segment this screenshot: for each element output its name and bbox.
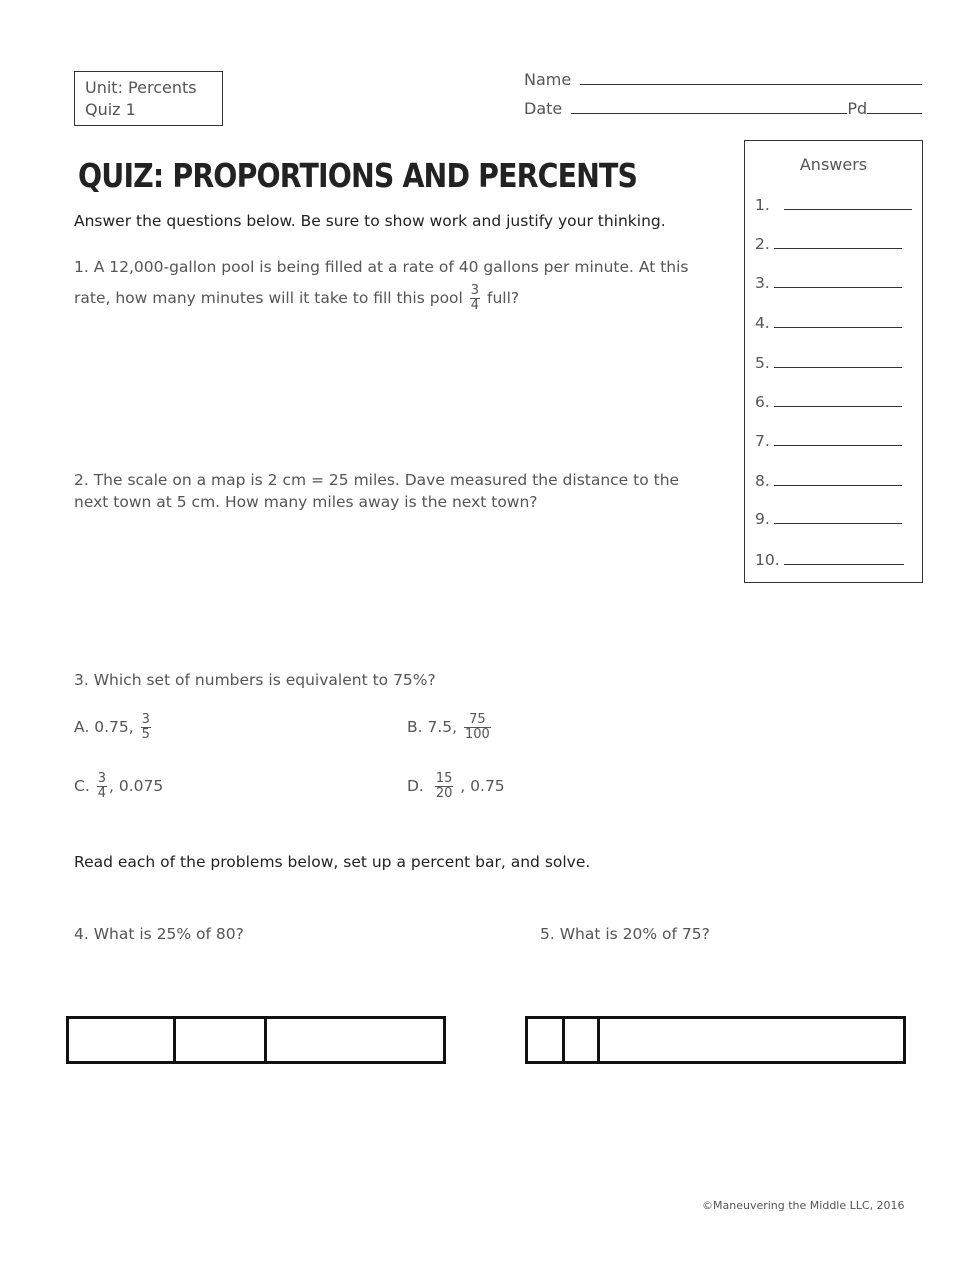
name-field[interactable] (580, 70, 922, 85)
choice-c[interactable]: C. $\frac{3}{4}$ , 0.075 (74, 771, 164, 801)
choice-b[interactable]: B. 7.5, $\frac{75}{100}$ (407, 712, 490, 742)
answer-field-9[interactable] (774, 511, 902, 524)
percent-bar-segment[interactable] (267, 1019, 443, 1061)
percent-bar-question-5[interactable] (525, 1016, 906, 1064)
date-label: Date (524, 99, 563, 118)
percent-bar-segment[interactable] (69, 1019, 176, 1061)
question-1-line-1: 1. A 12,000-gallon pool is being filled at a rate of 40 gallons per minute. At this (74, 258, 689, 276)
answer-row-10: 10. (755, 551, 904, 569)
answer-row-9: 9. (755, 510, 902, 528)
answer-row-8: 8. (755, 472, 902, 490)
choice-a[interactable]: A. 0.75, $\frac{3}{5}$ (74, 712, 150, 742)
question-1 (74, 256, 688, 313)
copyright-footer: ©Maneuvering the Middle LLC, 2016 (702, 1199, 905, 1212)
fraction-c: $\frac{3}{4}$ (97, 771, 106, 801)
answer-row-7: 7. (755, 432, 902, 450)
question-4-prompt: 4. What is 25% of 80? (74, 925, 244, 943)
date-field[interactable] (571, 99, 847, 114)
answer-field-5[interactable] (774, 355, 902, 368)
percent-bar-segment[interactable] (528, 1019, 565, 1061)
page-title: QUIZ: PROPORTIONS AND PERCENTS (78, 156, 638, 195)
percent-bar-segment[interactable] (565, 1019, 600, 1061)
answer-row-4: 4. (755, 314, 902, 332)
answer-field-1[interactable] (784, 197, 912, 210)
choice-d[interactable]: D. $\frac{15}{20}$ , 0.75 (407, 771, 505, 801)
name-line (524, 70, 922, 89)
answer-field-4[interactable] (774, 315, 902, 328)
quiz-label: Quiz 1 (85, 100, 136, 119)
percent-bar-segment[interactable] (176, 1019, 267, 1061)
answer-field-2[interactable] (774, 236, 902, 249)
pd-label: Pd (847, 99, 868, 118)
pd-field[interactable] (867, 99, 922, 114)
percent-bar-question-4[interactable] (66, 1016, 446, 1064)
fraction-three-quarters: $\frac{3}{4}$ (470, 283, 480, 313)
answer-field-3[interactable] (774, 275, 902, 288)
question-3-prompt: 3. Which set of numbers is equivalent to 75%? (74, 671, 436, 689)
answer-field-7[interactable] (774, 433, 902, 446)
question-1-line-2: rate, how many minutes will it take to fill this pool $\frac{3}{4}$ full? (74, 283, 520, 313)
date-line (524, 99, 922, 118)
answer-field-10[interactable] (784, 552, 904, 565)
answer-row-6: 6. (755, 393, 902, 411)
percent-bar-segment[interactable] (600, 1019, 903, 1061)
answer-field-6[interactable] (774, 394, 902, 407)
unit-box (74, 71, 223, 126)
answer-row-1: 1. (755, 196, 912, 214)
fraction-a: $\frac{3}{5}$ (141, 712, 150, 742)
answers-title: Answers (799, 155, 868, 174)
answer-row-3: 3. (755, 274, 902, 292)
section-2-instructions: Read each of the problems below, set up a percent bar, and solve. (74, 853, 591, 871)
fraction-b: $\frac{75}{100}$ (465, 712, 490, 742)
answer-row-5: 5. (755, 354, 902, 372)
question-2-line-1: 2. The scale on a map is 2 cm = 25 miles. Dave measured the distance to the (74, 471, 680, 489)
question-2-line-2: next town at 5 cm. How many miles away is the next town? (74, 493, 538, 511)
answer-row-2: 2. (755, 235, 902, 253)
answer-field-8[interactable] (774, 473, 902, 486)
name-label: Name (524, 70, 572, 89)
answers-box (744, 140, 923, 583)
instructions: Answer the questions below. Be sure to show work and justify your thinking. (74, 212, 666, 230)
fraction-d: $\frac{15}{20}$ (435, 771, 453, 801)
unit-label: Unit: Percents (85, 78, 197, 97)
question-2 (74, 469, 679, 513)
question-5-prompt: 5. What is 20% of 75? (540, 925, 710, 943)
